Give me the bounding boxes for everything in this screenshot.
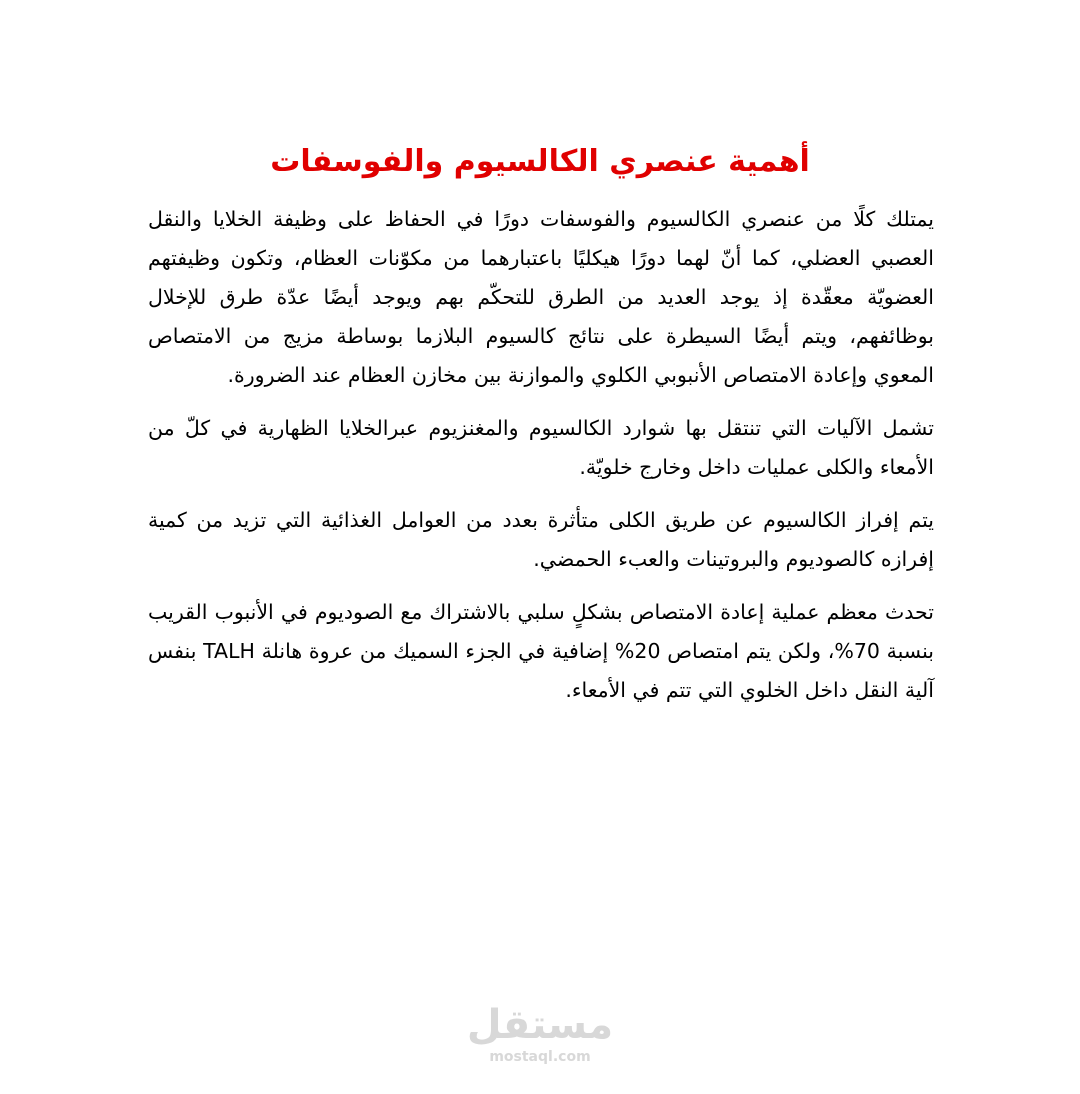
paragraph-calcium-excretion: يتم إفراز الكالسيوم عن طريق الكلى متأثرة بعدد من العوامل الغذائية التي تزيد من كمية إفرازه كالصوديوم والبروتينات والعبء الحمضي. <box>148 508 934 571</box>
watermark-domain-text: mostaql.com <box>489 1049 591 1065</box>
paragraph-reabsorption: تحدث معظم عملية إعادة الامتصاص بشكلٍ سلبي بالاشتراك مع الصوديوم في الأنبوب القريب بنسبة 70%، ولكن يتم امتصاص 20% إضافية في الجزء السميك من عروة هانلة TALH بنفس آلية النقل داخل الخلوي التي تتم في الأمعاء. <box>148 600 934 702</box>
document-title: أهمية عنصري الكالسيوم والفوسفات <box>270 144 810 179</box>
document-body <box>148 200 934 710</box>
mostaql-watermark <box>455 1002 625 1072</box>
paragraph-calcium-phosphate-role: يمتلك كلًا من عنصري الكالسيوم والفوسفات دورًا في الحفاظ على وظيفة الخلايا والنقل العصبي العضلي، كما أنّ لهما دورًا هيكليًا باعتبارهما من مكوّنات العظام، وتكون وظيفتهم العضويّة معقّدة إذ يوجد العديد من الطرق للتحكّم بهم ويوجد أيضًا عدّة طرق للإخلال بوظائفهم، ويتم أيضًا السيطرة على نتائج كالسيوم البلازما بوساطة مزيج من الامتصاص المعوي وإعادة الامتصاص الأنبوبي الكلوي والموازنة بين مخازن العظام عند الضرورة. <box>148 207 934 387</box>
watermark-logo-text: مستقل <box>466 1002 614 1048</box>
paragraph-transport-mechanisms: تشمل الآليات التي تنتقل بها شوارد الكالسيوم والمغنزيوم عبرالخلايا الظهارية في كلّ من الأمعاء والكلى عمليات داخل وخارج خلويّة. <box>148 416 934 479</box>
